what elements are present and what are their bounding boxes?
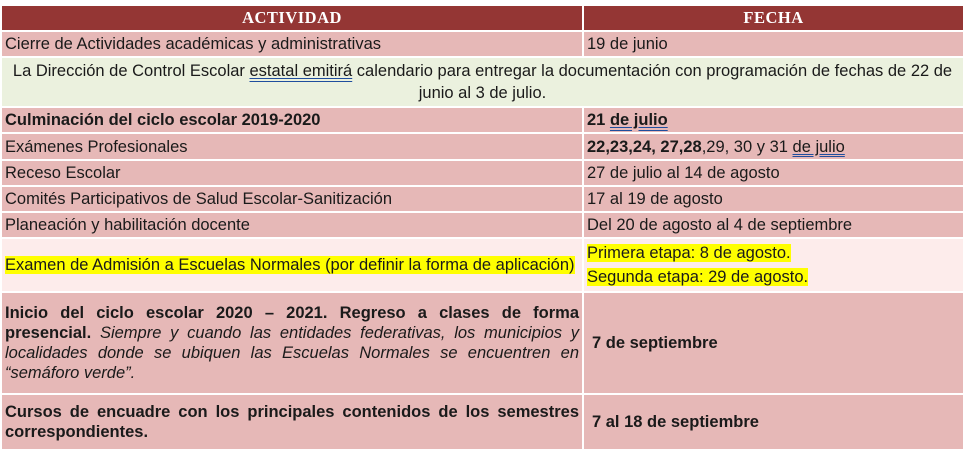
date-cell: 7 al 18 de septiembre — [583, 394, 964, 450]
table-row-cursos — [1, 394, 964, 450]
activity-cell — [1, 292, 583, 394]
date-cell — [583, 107, 964, 133]
date-month-underlined: de julio — [792, 137, 845, 156]
activity-cell: Culminación del ciclo escolar 2019-2020 — [1, 107, 583, 133]
date-cell — [583, 238, 964, 292]
table-row-admision — [1, 238, 964, 292]
date-cell: 19 de junio — [583, 31, 964, 57]
table-row-culminacion — [1, 107, 964, 133]
table-header-row — [1, 5, 964, 31]
date-days-bold: 22,23,24, 27,28 — [587, 137, 702, 156]
date-days-plain: ,29, 30 y 31 — [701, 137, 793, 156]
table-row-cierre — [1, 31, 964, 57]
date-day: 21 — [587, 111, 610, 129]
note-cell — [1, 57, 964, 107]
date-cell — [583, 133, 964, 160]
activity-cell: Planeación y habilitación docente — [1, 212, 583, 238]
table-row-planeacion — [1, 212, 964, 238]
activity-cell: Cierre de Actividades académicas y administrativas — [1, 31, 583, 57]
header-date: FECHA — [583, 5, 964, 31]
admision-activity-text: Examen de Admisión a Escuelas Normales (por definir la forma de aplicación) — [5, 256, 575, 274]
table-row-receso — [1, 160, 964, 186]
activity-cell — [1, 238, 583, 292]
table-row-examenes — [1, 133, 964, 160]
header-activity: ACTIVIDAD — [1, 5, 583, 31]
table-row-note — [1, 57, 964, 107]
date-cell: Del 20 de agosto al 4 de septiembre — [583, 212, 964, 238]
activity-cell: Receso Escolar — [1, 160, 583, 186]
calendar-table — [0, 4, 965, 451]
activity-cell: Comités Participativos de Salud Escolar-Sanitización — [1, 186, 583, 212]
inicio-activity-italic: Siempre y cuando las entidades federativas, los municipios y localidades donde se ubiquen las Escuelas Normales se encuentren en “semáforo verde”. — [5, 324, 579, 382]
inicio-activity-bold: Inicio del ciclo escolar 2020 – 2021. Regreso a clases de forma presencial. — [5, 304, 579, 342]
activity-cell: Exámenes Profesionales — [1, 133, 583, 160]
date-month-underlined: de julio — [609, 111, 668, 129]
table-row-inicio — [1, 292, 964, 394]
date-cell: 17 al 19 de agosto — [583, 186, 964, 212]
admision-date-line2: Segunda etapa: 29 de agosto. — [587, 268, 809, 286]
note-text-pre: La Dirección de Control Escolar — [12, 62, 250, 80]
table-row-comites — [1, 186, 964, 212]
note-text-underlined: estatal emitirá — [249, 62, 353, 80]
date-cell: 27 de julio al 14 de agosto — [583, 160, 964, 186]
date-cell: 7 de septiembre — [583, 292, 964, 394]
admision-date-line1: Primera etapa: 8 de agosto. — [587, 244, 791, 262]
note-text-post: calendario para entregar la documentación con programación de fechas de 22 de junio al 3 de julio. — [352, 62, 953, 102]
activity-cell: Cursos de encuadre con los principales contenidos de los semestres correspondientes. — [1, 394, 583, 450]
